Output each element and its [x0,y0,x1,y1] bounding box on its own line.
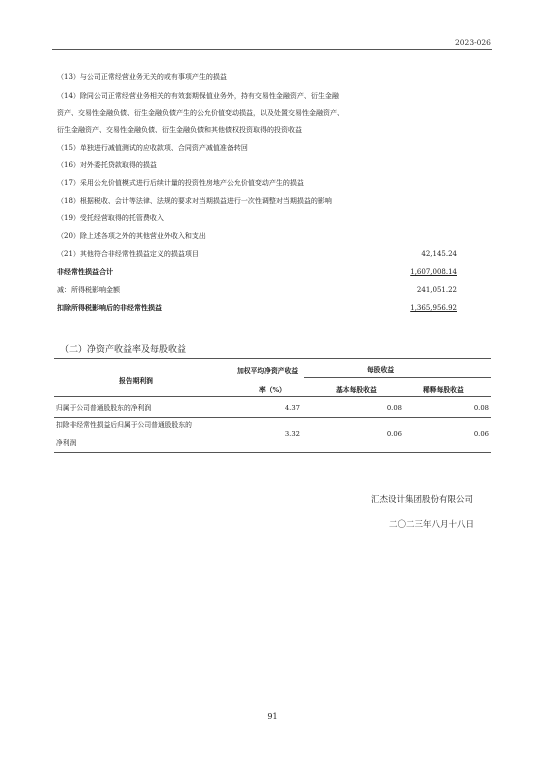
header-roe-line2: 率（%） [259,386,286,394]
row2-diluted: 0.06 [473,430,489,438]
item-21: （21）其他符合非经常性损益定义的损益项目 [57,250,199,258]
item-19: （19）受托经营取得的托管费收入 [57,214,164,222]
table-bottom-rule [54,452,491,453]
net-label: 扣除所得税影响后的非经常性损益 [57,303,162,312]
item-18: （18）根据税收、会计等法律、法规的要求对当期损益进行一次性调整对当期损益的影响 [57,197,332,205]
header-basic-eps: 基本每股收益 [336,386,377,394]
document-code: 2023-026 [455,38,491,47]
item-20: （20）除上述各项之外的其他营业外收入和支出 [57,232,206,240]
row1-label: 归属于公司普通股股东的净利润 [56,404,152,412]
item-21-amount: 42,145.24 [421,250,457,258]
total-label: 非经常性损益合计 [57,267,113,276]
item-14-line1: （14）除同公司正常经营业务相关的有效套期保值业务外，持有交易性金融资产、衍生金融 [57,92,339,100]
tax-amount: 241,051.22 [416,286,457,294]
header-eps: 每股收益 [367,366,395,374]
table-header-rule [54,396,491,397]
row1-diluted: 0.08 [473,404,489,412]
section-title: （二）净资产收益率及每股收益 [60,345,187,355]
table-top-rule [54,358,491,359]
eps-subheader-rule [304,377,491,378]
total-amount: 1,607,008.14 [410,268,457,276]
signature-date: 二〇二三年八月十八日 [389,520,475,530]
item-16: （16）对外委托贷款取得的损益 [57,161,157,169]
header-diluted-eps: 稀释每股收益 [423,386,464,394]
row1-basic: 0.08 [386,404,402,412]
row2-roe: 3.32 [284,430,300,438]
item-15: （15）单独进行减值测试的应收款项、合同资产减值准备转回 [57,144,248,152]
row2-label-line2: 净利润 [56,439,77,447]
page-number: 91 [267,712,278,721]
net-amount: 1,365,956.92 [410,304,457,312]
row1-roe: 4.37 [284,404,300,412]
item-13: （13）与公司正常经营业务无关的或有事项产生的损益 [57,73,227,81]
header-rule [52,49,492,50]
item-14-line2: 资产、交易性金融负债、衍生金融负债产生的公允价值变动损益，以及处置交易性金融资产、 [57,109,344,117]
row2-label-line1: 扣除非经常性损益后归属于公司普通股股东的 [56,421,192,429]
item-14-line3: 衍生金融资产、交易性金融负债、衍生金融负债和其他债权投资取得的投资收益 [57,126,302,134]
table-row-rule [54,417,491,418]
header-roe-line1: 加权平均净资产收益 [237,367,299,375]
item-17: （17）采用公允价值模式进行后续计量的投资性房地产公允价值变动产生的损益 [57,179,304,187]
tax-label: 减：所得税影响金额 [57,286,120,294]
row2-basic: 0.06 [386,430,402,438]
header-profit: 报告期利润 [119,377,153,385]
company-signature: 汇杰设计集团股份有限公司 [371,495,474,505]
